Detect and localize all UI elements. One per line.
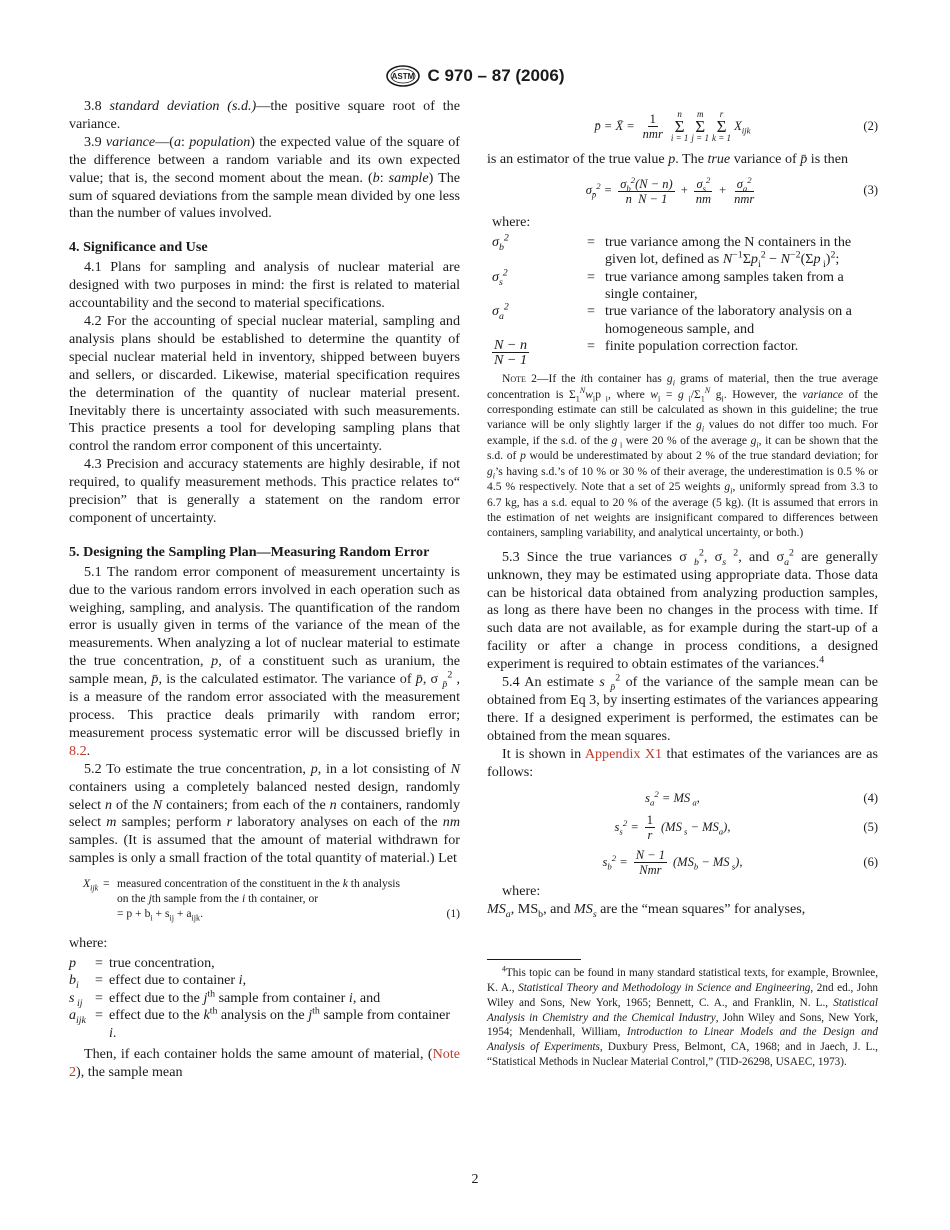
para-5-4: 5.4 An estimate s $_{p̄}^2$ of the variance of the sample mean can be obtained from Eq 3, by inserting estimates of the variances appearing there. If a designed experiment is performed, the estimates can be obtained from the mean squares. (487, 672, 878, 744)
link-8-2[interactable]: 8.2 (69, 742, 87, 759)
section-4-heading: 4. Significance and Use (69, 239, 208, 256)
footnote-ref-4: 4 (819, 654, 825, 666)
where-label-3: where: (502, 883, 541, 900)
para-appendix: It is shown in Appendix X1 that estimates of the variances are as follows: (487, 745, 878, 780)
equation-5-number: (5) (863, 819, 878, 834)
variance-definitions: $\sigma_b^2$ = true variance among the N containers in the given lot, defined as $N^{-1}\Sigma p_i^2 - N^{-2}(\Sigma p$ $_i$)$^2$; $\sigma_s^2$ = true variance among samples taken from a single container, $\sigma_a^2$ = true variance of the laboratory analysis on a homogeneous sample, and $\frac{N - n}{N - 1}$ = finite population correction factor. (492, 232, 852, 369)
para-4-1: 4.1 Plans for sampling and analysis of nuclear material are designed with two purposes in mind: the first is related to material accountability and the second to material specifications. (69, 259, 460, 312)
equation-1: $X_{ijk}$ = measured concentration of the constituent in the k th analysis on the jth sample from the i th container, or = $p + b_i + s_{ij} + a_{ijk}$. (1) (83, 877, 460, 923)
section-5-heading: 5. Designing the Sampling Plan—Measuring Random Error (69, 543, 430, 560)
para-sample-mean: Then, if each container holds the same amount of material, (Note 2), the sample mean (69, 1046, 460, 1080)
note-2: Note 2—If the ith container has $g_i$ grams of material, then the true average concentration is $\Sigma_1^Nw_ip$ $_i$, where $w_i = g$ $_i/\Sigma_1^N$ $g_i$. However, the variance of the corresponding estimate can still be calculated as shown in this guideline; the true variance will be only slightly larger if the $g_i$ values do not differ too much. For example, if the s.d. of the g $_i$ were 20 % of the average $g_i$, it can be shown that the s.d. of p would be underestimated by about 2 % of the true standard deviation; for $g_i’s$ having s.d.’s of 10 % or 30 % of their average, the underestimation is 0.5 % or 4.5 % respectively. Note that a set of 25 weights $g_i$, uniformly spread from 3.3 to 6.7 kg, has a s.d. equal to 20 % of the average (5 kg). (It is assumed that errors in the estimation of net weights are insignificant compared to differences between containers, sampling variability, and analytical uncertainty, or both.) (487, 372, 879, 540)
astm-logo-icon (385, 65, 421, 87)
equation-2: p̄ = X̄ = $\frac{1}{\text{nmr}}$ n Σ i = 1 m Σ j = 1 r Σ k = 1 $X_{ijk}$ (2) (594, 109, 878, 143)
para-3-9: 3.9 variance—(a: population) the expected value of the square of the difference between a random variable and its own expected value; that is, the second moment about the mean. (b: sample) The sum of squared deviations from the sample mean divided by one less than the number of values involved. (69, 133, 460, 222)
equation-6: $s_b^2$ = $\frac{N - 1}{\text{Nmr}}$ ($MS_b$ − MS $_s$), (6) (602, 848, 878, 878)
equation-3: $\sigma_{p̄}^2$ = $\frac{\sigma_b^2(N - n)}{\text{n N − 1}}$ + $\frac{\sigma_s^2}{nm}$ + $\frac{\sigma_a^2}{\text{nmr}}$ (3) (585, 174, 878, 206)
para-3-8: 3.8 standard deviation (s.d.)—the positive square root of the variance. (69, 98, 460, 132)
para-5-1: 5.1 The random error component of measurement uncertainty is due to the various random errors involved in each operation such as weighing, sampling, and analysis. The quantification of the random error is usually given in terms of the variance of the mean of the measurements. When analyzing a lot of nuclear material to estimate the true concentration, p, of a constituent such as uranium, the sample mean, p̄, is the calculated estimator. The variance of p̄, σ $_{p̄}^2$ , is a measure of the random error associated with the measurement process. This practice deals primarily with random error; measurement process systematic error will be discussed briefly in 8.2. (69, 563, 461, 759)
footnote-4: $^4$This topic can be found in many standard statistical texts, for example, Brownlee, K. A., Statistical Theory and Methodology in Science and Engineering, 2nd ed., John Wiley and Sons, New York, 1965; Bennett, C. A., and Franklin, N. L., Statistical Analysis in Chemistry and the Chemical Industry, John Wiley and Sons, New York, 1954; Mendenhall, William, Introduction to Linear Models and the Design and Analysis of Experiments, Duxbury Press, Belmont, CA, 1968; and in Jaech, J. L., “Statistical Methods in Nuclear Material Control,” (TID-26298, USAEC, 1973). (487, 964, 879, 1068)
standard-designation: C 970 – 87 (2006) (427, 66, 565, 85)
para-mean-squares: $MS_a$, $MS_b$, and $MS_s$ are the “mean squares” for analyses, (487, 901, 806, 921)
right-column (487, 104, 878, 1070)
equation-3-number: (3) (863, 183, 878, 198)
equation-1-number: (1) (446, 907, 460, 921)
para-4-2: 4.2 For the accounting of special nuclear material, sampling and analysis plans should be established to determine the quantity of special nuclear material held in inventory, shipped between buyers and sellers, or discarded. Likewise, material specification requires the determination of the quantity of nuclear material present. Inevitably there is uncertainty associated with such measurements. This practice presents a tool for developing sampling plans that control the random error component of this uncertainty. (69, 312, 460, 455)
footnote-divider (487, 959, 581, 960)
equation-2-number: (2) (863, 118, 878, 133)
equation-4: $s_a^2$ = MS $_a$, (4) (645, 788, 878, 807)
where-label-2: where: (492, 213, 531, 230)
para-estimator: is an estimator of the true value p. The true variance of p̄ is then (487, 151, 848, 167)
para-5-3: 5.3 Since the true variances σ $_b^2$, $\sigma_s$ $^2$, and $\sigma_a^2$ are generally unknown, they may be estimated using appropriate data. Those data can be historical data obtained from analyzing production samples, as long as there have been no changes in the process with time. If such data are not available, as for example during the start-up of a facility or after a change in process conditions, a designed experiment is required to obtain estimates of the variances.$^4$ (487, 547, 878, 673)
symbol-definitions: p = true concentration, $b_i$ = effect due to container i, s $_{ij}$ = effect due to the $j^{th}$ sample from container i, and $a_{ijk}$ = effect due to the $k^{th}$ analysis on the $j^{th}$ sample from container i. (69, 955, 451, 1041)
equation-4-number: (4) (863, 790, 878, 805)
page-header (0, 64, 950, 88)
left-column (69, 98, 460, 1082)
page-number: 2 (471, 1172, 479, 1187)
equation-6-number: (6) (863, 854, 878, 869)
link-note-2[interactable]: Note 2 (69, 1046, 460, 1080)
para-4-3: 4.3 Precision and accuracy statements are highly desirable, if not required, to qualify measurement methods. This practice relates to“ precision” that is generally a statement on the random error component of uncertainty. (69, 456, 460, 526)
equation-5: $s_s^2$ = $\frac{1}{r}$ (MS $_s - MS_a$), (5) (614, 813, 878, 843)
where-label: where: (69, 935, 108, 952)
link-appendix-x1[interactable]: Appendix X1 (584, 745, 663, 762)
para-5-2: 5.2 To estimate the true concentration, p, in a lot consisting of N containers using a completely balanced nested design, randomly select n of the N containers; from each of the n containers, randomly select m samples; perform r laboratory analyses on each of the nm samples. (It is assumed that the amount of material withdrawn for samples is only a small fraction of the total quantity of material.) Let (69, 760, 461, 867)
logo-text: ASTM (392, 72, 415, 81)
